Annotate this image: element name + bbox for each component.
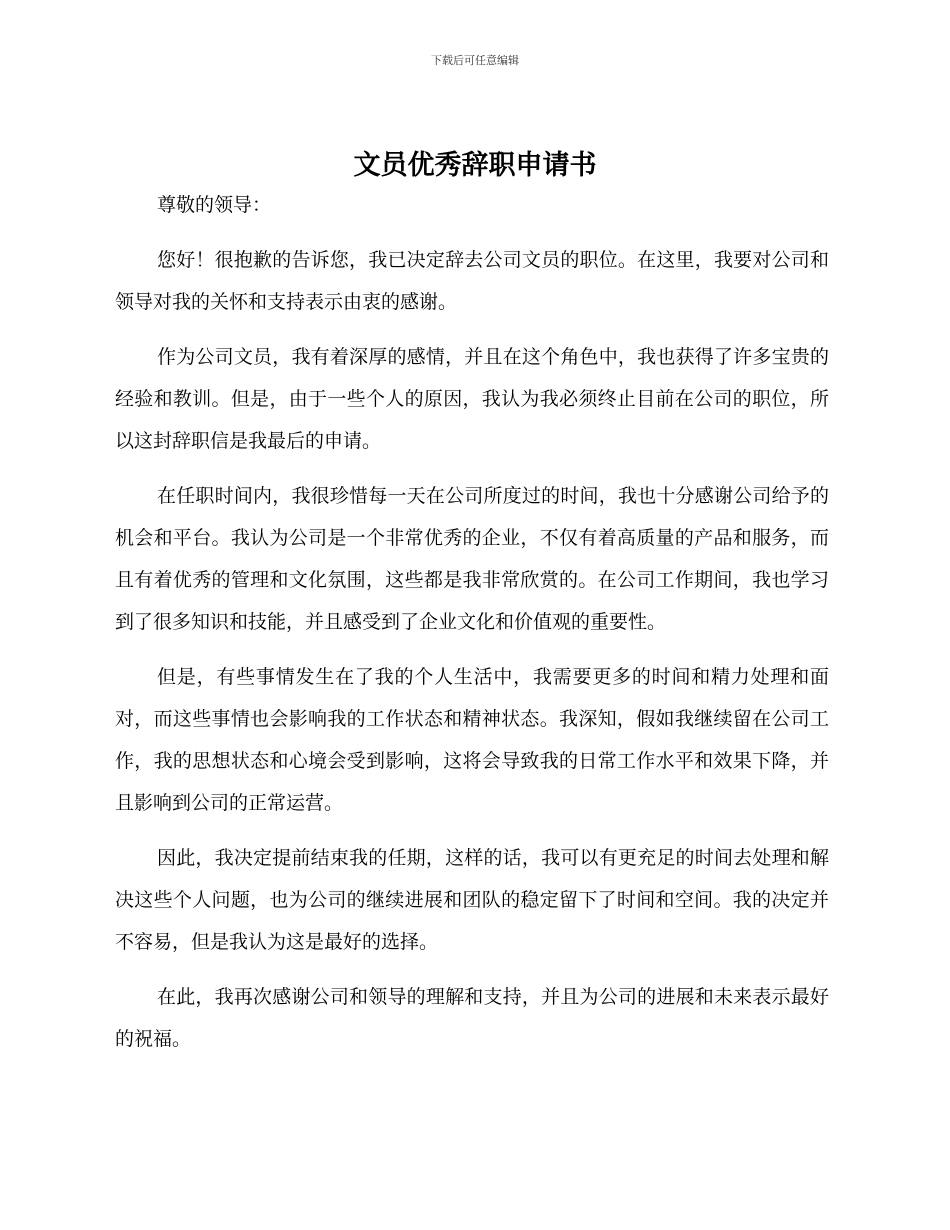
letter-body	[115, 184, 829, 1073]
paragraph-gratitude: 在任职时间内，我很珍惜每一天在公司所度过的时间，我也十分感谢公司给予的机会和平台。我认为公司是一个非常优秀的企业，不仅有着高质量的产品和服务，而且有着优秀的管理和文化氛围，这些都是我非常欣赏的。在公司工作期间，我也学习到了很多知识和技能，并且感受到了企业文化和价值观的重要性。	[115, 485, 829, 633]
salutation: 尊敬的领导：	[157, 194, 272, 216]
paragraph-decision: 因此，我决定提前结束我的任期，这样的话，我可以有更充足的时间去处理和解决这些个人问题，也为公司的继续进展和团队的稳定留下了时间和空间。我的决定并不容易，但是我认为这是最好的选择。	[115, 847, 829, 953]
paragraph-reason: 但是，有些事情发生在了我的个人生活中，我需要更多的时间和精力处理和面对，而这些事情也会影响我的工作状态和精神状态。我深知，假如我继续留在公司工作，我的思想状态和心境会受到影响，这将会导致我的日常工作水平和效果下降，并且影响到公司的正常运营。	[115, 666, 829, 814]
document-title: 文员优秀辞职申请书	[353, 150, 597, 181]
paragraph-greeting: 您好！很抱歉的告诉您，我已决定辞去公司文员的职位。在这里，我要对公司和领导对我的关怀和支持表示由衷的感谢。	[115, 249, 829, 313]
paragraph-closing: 在此，我再次感谢公司和领导的理解和支持，并且为公司的进展和未来表示最好的祝福。	[115, 986, 829, 1050]
paragraph-experience: 作为公司文员，我有着深厚的感情，并且在这个角色中，我也获得了许多宝贵的经验和教训。但是，由于一些个人的原因，我认为我必须终止目前在公司的职位，所以这封辞职信是我最后的申请。	[115, 346, 829, 452]
header-note: 下载后可任意编辑	[431, 54, 519, 67]
